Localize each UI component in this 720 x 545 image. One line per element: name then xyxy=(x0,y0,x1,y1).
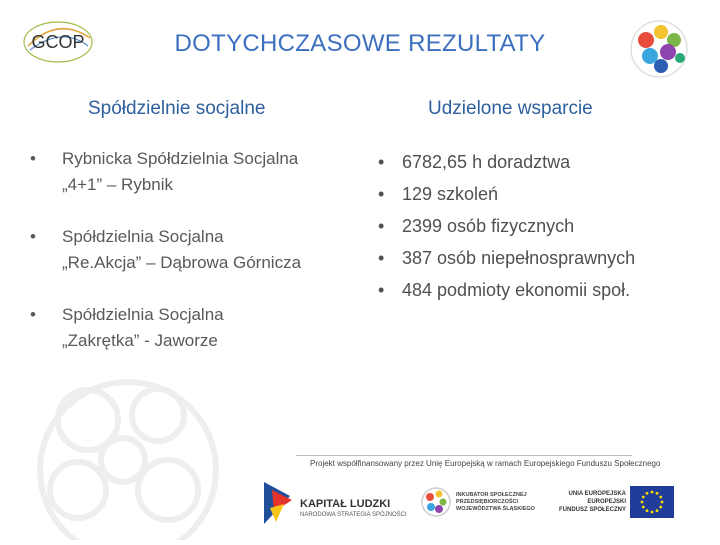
list-item xyxy=(30,224,370,276)
eu-fund-text xyxy=(548,490,626,514)
list-item-text: 129 szkoleń xyxy=(402,184,499,204)
eu-line-1: UNIA EUROPEJSKA xyxy=(568,491,626,497)
footer-divider xyxy=(296,455,632,456)
list-item xyxy=(378,274,708,306)
partner-circles-logo xyxy=(628,18,690,80)
list-item xyxy=(378,146,708,178)
list-item-text: 387 osób niepełnosprawnych xyxy=(402,248,636,268)
list-item-line: „Re.Akcja” – Dąbrowa Górnicza xyxy=(62,253,302,272)
list-item xyxy=(378,242,708,274)
left-column-heading: Spółdzielnie socjalne xyxy=(88,98,266,119)
list-item-line: „Zakrętka” - Jaworze xyxy=(62,331,218,350)
bullet: • xyxy=(378,216,385,236)
list-item-line: Spółdzielnia Socjalna xyxy=(62,305,224,324)
bullet: • xyxy=(30,227,36,246)
gcop-logo-text: GCOP xyxy=(31,32,85,52)
page-title: DOTYCHCZASOWE REZULTATY xyxy=(174,30,546,57)
cooperatives-list xyxy=(30,146,370,380)
list-item xyxy=(30,302,370,354)
eu-flag-icon xyxy=(630,486,674,518)
list-item-text: 6782,65 h doradztwa xyxy=(402,152,571,172)
right-column-heading: Udzielone wsparcie xyxy=(428,98,593,119)
kapital-ludzki-name: KAPITAŁ LUDZKI xyxy=(300,498,391,510)
incubator-name: INKUBATOR SPOŁECZNEJ PRZEDSIĘBIORCZOŚCI WOJEWÓDZTWA ŚLĄSKIEGO xyxy=(456,492,535,512)
incubator-logo xyxy=(420,472,550,532)
list-item xyxy=(30,146,370,198)
kapital-ludzki-emblem-icon xyxy=(260,478,296,528)
list-item xyxy=(378,178,708,210)
bullet: • xyxy=(378,152,385,172)
eu-fund-logo xyxy=(548,472,678,532)
list-item xyxy=(378,210,708,242)
decorative-circles xyxy=(18,360,248,540)
list-item-line: Spółdzielnia Socjalna xyxy=(62,227,224,246)
bullet: • xyxy=(378,248,385,268)
kapital-ludzki-subtitle: NARODOWA STRATEGIA SPÓJNOŚCI xyxy=(300,512,407,518)
footer-cofinancing-text: Projekt współfinansowany przez Unię Europejską w ramach Europejskiego Funduszu Społecznego xyxy=(310,459,661,468)
bullet: • xyxy=(378,280,385,300)
list-item-line: Rybnicka Spółdzielnia Socjalna xyxy=(62,149,299,168)
kapital-ludzki-logo xyxy=(260,472,407,532)
bullet: • xyxy=(378,184,385,204)
list-item-text: 2399 osób fizycznych xyxy=(402,216,575,236)
list-item-text: 484 podmioty ekonomii społ. xyxy=(402,280,631,300)
bullet: • xyxy=(30,149,36,168)
bullet: • xyxy=(30,305,36,324)
eu-line-3: FUNDUSZ SPOŁECZNY xyxy=(558,507,626,513)
incubator-emblem-icon xyxy=(420,486,452,518)
support-list xyxy=(378,146,708,306)
eu-line-2: EUROPEJSKI xyxy=(587,499,626,505)
list-item-line: „4+1” – Rybnik xyxy=(62,175,174,194)
